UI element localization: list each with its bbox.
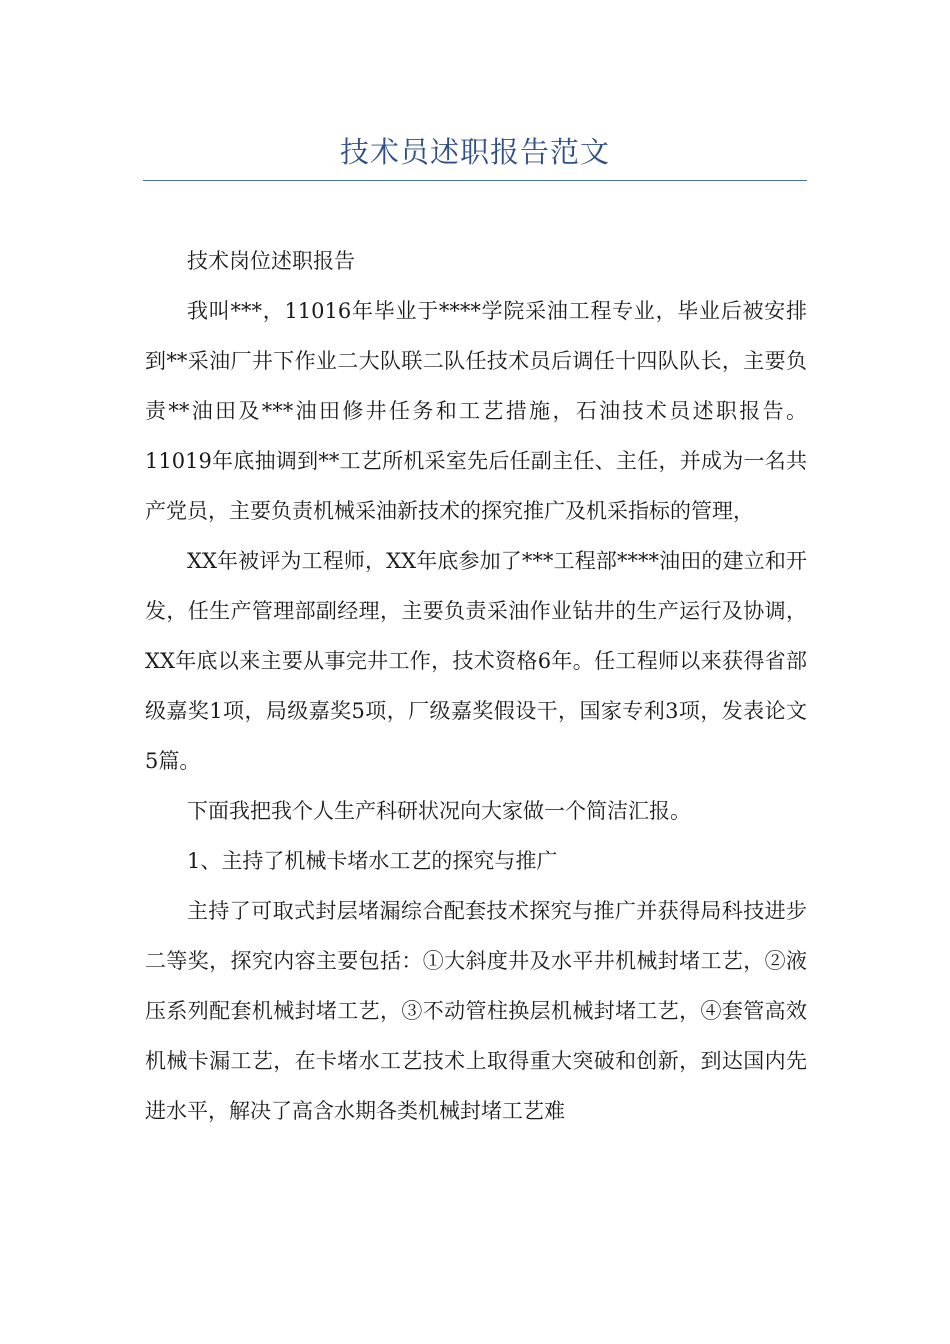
section-heading: 技术岗位述职报告 bbox=[187, 249, 355, 273]
paragraph: XX年被评为工程师，XX年底参加了***工程部****油田的建立和开发，任生产管理部副经理，主要负责采油作业钻井的生产运行及协调，XX年底以来主要从事完井工作，技术资格6年。任工程师以来获得省部级嘉奖1项，局级嘉奖5项，厂级嘉奖假设干，国家专利3项，发表论文5篇。 bbox=[145, 549, 807, 773]
document-body bbox=[145, 236, 807, 1136]
document-title: 技术员述职报告范文 bbox=[339, 135, 610, 169]
paragraph: 下面我把我个人生产科研状况向大家做一个简洁汇报。 bbox=[187, 799, 691, 823]
paragraph: 主持了可取式封层堵漏综合配套技术探究与推广并获得局科技进步二等奖，探究内容主要包括：①大斜度井及水平井机械封堵工艺，②液压系列配套机械封堵工艺，③不动管柱换层机械封堵工艺，④套管高效机械卡漏工艺，在卡堵水工艺技术上取得重大突破和创新，到达国内先进水平，解决了高含水期各类机械封堵工艺难 bbox=[145, 899, 807, 1123]
paragraph: 我叫***，11016年毕业于****学院采油工程专业，毕业后被安排到**采油厂井下作业二大队联二队任技术员后调任十四队队长，主要负责**油田及***油田修井任务和工艺措施，石油技术员述职报告。11019年底抽调到**工艺所机采室先后任副主任、主任，并成为一名共产党员，主要负责机械采油新技术的探究推广及机采指标的管理， bbox=[145, 299, 807, 523]
list-item-heading: 1、主持了机械卡堵水工艺的探究与推广 bbox=[187, 849, 558, 873]
title-underline bbox=[143, 180, 807, 181]
